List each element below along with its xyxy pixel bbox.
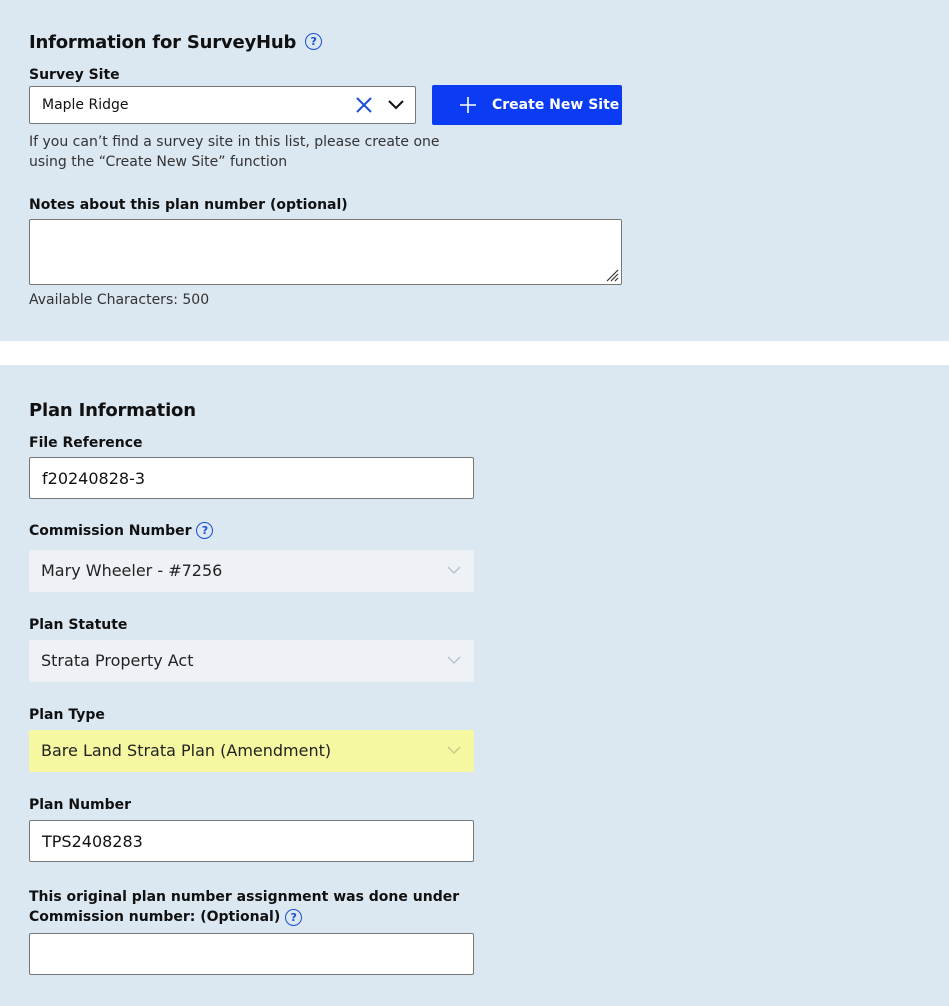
original-commission-label <box>29 887 459 927</box>
help-icon[interactable]: ? <box>305 33 322 50</box>
plan-info-panel <box>0 365 949 1006</box>
surveyhub-section-title: Information for SurveyHub <box>29 32 297 53</box>
survey-site-helper-text <box>29 132 440 172</box>
chevron-down-icon <box>447 745 461 755</box>
survey-site-value: Maple Ridge <box>42 97 129 113</box>
notes-textarea[interactable] <box>29 219 622 285</box>
plus-icon <box>460 97 476 113</box>
create-new-site-label: Create New Site <box>492 97 620 113</box>
chevron-down-icon <box>447 655 461 665</box>
plan-number-input[interactable] <box>29 820 474 862</box>
survey-site-label: Survey Site <box>29 67 120 83</box>
helper-line-2: using the “Create New Site” function <box>29 154 288 170</box>
file-reference-label: File Reference <box>29 435 143 451</box>
plan-type-value: Bare Land Strata Plan (Amendment) <box>41 741 332 760</box>
available-characters-text: Available Characters: 500 <box>29 292 210 308</box>
plan-statute-label: Plan Statute <box>29 617 128 633</box>
surveyhub-heading-row <box>29 32 322 53</box>
resize-grip-icon[interactable] <box>605 268 619 282</box>
plan-number-value: TPS2408283 <box>42 832 143 851</box>
notes-label: Notes about this plan number (optional) <box>29 197 348 213</box>
plan-info-title: Plan Information <box>29 400 196 421</box>
plan-type-select[interactable] <box>29 730 474 772</box>
commission-number-select[interactable] <box>29 550 474 592</box>
original-commission-input[interactable] <box>29 933 474 975</box>
original-commission-label-line2-row <box>29 907 459 927</box>
chevron-down-icon <box>447 565 461 575</box>
file-reference-value: f20240828-3 <box>42 469 146 488</box>
helper-line-1: If you can’t find a survey site in this list, please create one <box>29 134 440 150</box>
help-icon[interactable]: ? <box>196 522 213 539</box>
help-icon[interactable]: ? <box>285 909 302 926</box>
plan-number-label: Plan Number <box>29 797 132 813</box>
original-commission-label-line2: Commission number: (Optional) <box>29 909 281 925</box>
create-new-site-button[interactable] <box>432 85 622 125</box>
commission-label-row <box>29 523 213 539</box>
file-reference-input[interactable] <box>29 457 474 499</box>
commission-number-label: Commission Number <box>29 523 192 539</box>
plan-statute-value: Strata Property Act <box>41 651 194 670</box>
commission-number-value: Mary Wheeler - #7256 <box>41 561 223 580</box>
chevron-down-icon[interactable] <box>387 97 405 113</box>
plan-statute-select[interactable] <box>29 640 474 682</box>
surveyhub-info-panel <box>0 0 949 341</box>
plan-type-label: Plan Type <box>29 707 105 723</box>
close-icon[interactable] <box>355 96 373 114</box>
original-commission-label-line1: This original plan number assignment was done under <box>29 889 460 905</box>
survey-site-select[interactable] <box>29 86 416 124</box>
